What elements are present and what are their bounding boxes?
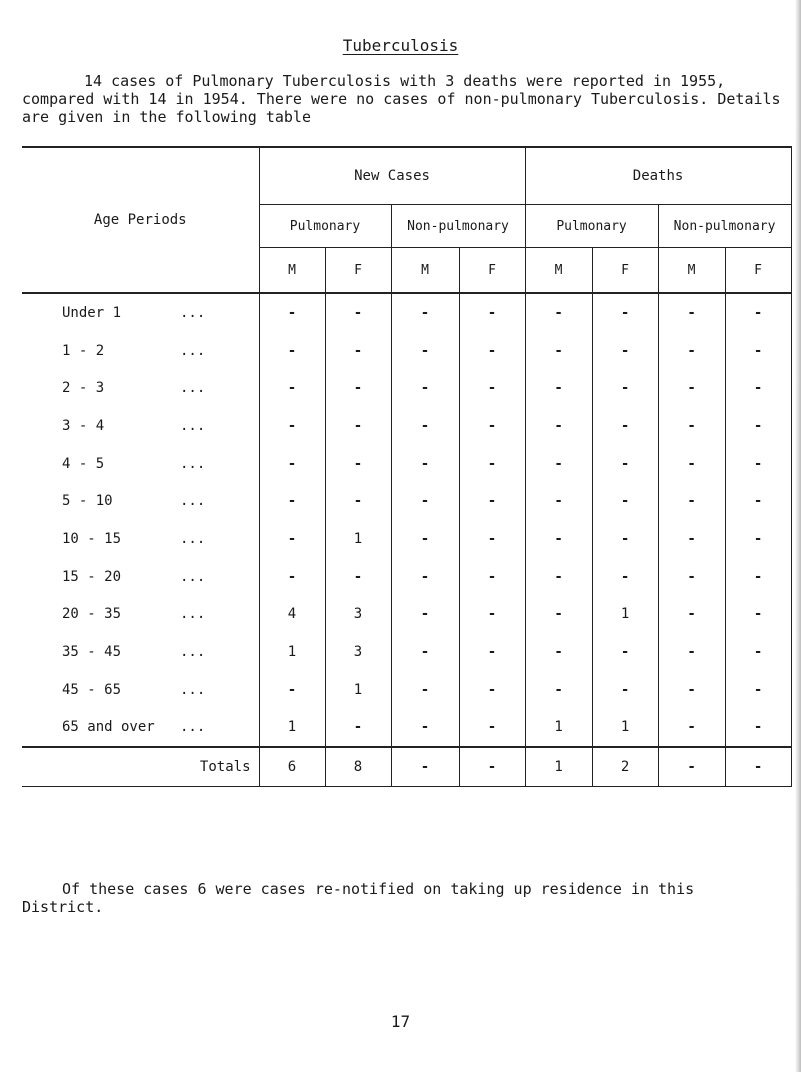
table-cell: - (259, 445, 325, 483)
table-cell: - (525, 482, 592, 520)
table-cell: 1 (592, 596, 658, 634)
deaths-pulmonary-header: Pulmonary (525, 205, 658, 248)
table-cell: - (259, 482, 325, 520)
age-period-cell (22, 445, 259, 483)
table-row (22, 482, 791, 520)
totals-cell: - (658, 747, 725, 787)
table-cell: 1 (259, 633, 325, 671)
table-cell: - (391, 558, 459, 596)
age-period-cell (22, 633, 259, 671)
table-cell: - (525, 633, 592, 671)
table-cell: - (325, 332, 391, 370)
table-cell: - (459, 596, 525, 634)
table-row (22, 520, 791, 558)
table-cell: - (592, 671, 658, 709)
table-cell: - (725, 445, 791, 483)
table-cell: - (259, 332, 325, 370)
table-row (22, 596, 791, 634)
age-period-label: 4 - 5 (62, 455, 105, 472)
age-period-label: 10 - 15 (62, 530, 122, 547)
leader-dots: ... (180, 681, 206, 698)
table-cell: - (259, 407, 325, 445)
table-cell: 1 (325, 520, 391, 558)
age-period-cell (22, 596, 259, 634)
new-cases-header: New Cases (259, 147, 525, 205)
table-cell: - (459, 445, 525, 483)
new-non-pulmonary-f-header: F (459, 248, 525, 294)
totals-cell: 2 (592, 747, 658, 787)
deaths-pulmonary-m-header: M (525, 248, 592, 294)
age-period-cell (22, 332, 259, 370)
tuberculosis-table (22, 146, 792, 787)
table-cell: - (459, 633, 525, 671)
totals-cell: - (725, 747, 791, 787)
table-cell: - (525, 596, 592, 634)
age-period-cell (22, 482, 259, 520)
age-period-cell (22, 520, 259, 558)
table-cell: - (658, 332, 725, 370)
leader-dots: ... (180, 644, 206, 661)
table-cell: - (725, 407, 791, 445)
table-cell: - (592, 558, 658, 596)
age-period-cell (22, 369, 259, 407)
table-cell: - (658, 633, 725, 671)
age-period-label: Under 1 (62, 304, 122, 321)
age-period-label: 1 - 2 (62, 342, 105, 359)
table-cell: - (391, 369, 459, 407)
table-cell: - (459, 558, 525, 596)
table-cell: - (525, 407, 592, 445)
table-cell: - (725, 293, 791, 332)
table-cell: 3 (325, 596, 391, 634)
table-cell: - (459, 671, 525, 709)
leader-dots: ... (180, 719, 206, 736)
header-row-1 (22, 147, 791, 205)
table-cell: - (658, 482, 725, 520)
table-cell: - (391, 709, 459, 748)
table-cell: - (725, 596, 791, 634)
table-cell: - (525, 520, 592, 558)
table-cell: - (592, 445, 658, 483)
intro-text: 14 cases of Pulmonary Tuberculosis with 3 deaths were reported in 1955, compared with 14 in 1954. There were no cases of non-pulmonary Tuberculosis. Details are given in the following table (22, 72, 781, 126)
table-cell: - (525, 671, 592, 709)
totals-cell: 1 (525, 747, 592, 787)
totals-cell: - (459, 747, 525, 787)
age-period-cell (22, 558, 259, 596)
new-non-pulmonary-m-header: M (391, 248, 459, 294)
table-cell: - (391, 633, 459, 671)
totals-cell: 8 (325, 747, 391, 787)
deaths-non-pulmonary-m-header: M (658, 248, 725, 294)
table-cell: 1 (592, 709, 658, 748)
table-row (22, 671, 791, 709)
table-cell: - (725, 332, 791, 370)
totals-label: Totals (22, 747, 259, 787)
table-cell: - (725, 709, 791, 748)
totals-cell: 6 (259, 747, 325, 787)
table-cell: - (391, 671, 459, 709)
age-period-label: 45 - 65 (62, 681, 122, 698)
table-cell: - (725, 520, 791, 558)
leader-dots: ... (180, 304, 206, 321)
table-cell: - (525, 332, 592, 370)
leader-dots: ... (180, 530, 206, 547)
table-cell: - (592, 407, 658, 445)
deaths-pulmonary-f-header: F (592, 248, 658, 294)
table-row (22, 633, 791, 671)
table-cell: - (725, 558, 791, 596)
leader-dots: ... (180, 493, 206, 510)
age-periods-header: Age Periods (22, 147, 259, 293)
age-period-cell (22, 407, 259, 445)
leader-dots: ... (180, 380, 206, 397)
table-cell: 3 (325, 633, 391, 671)
table-cell: - (325, 369, 391, 407)
table-cell: - (658, 520, 725, 558)
table-cell: - (391, 520, 459, 558)
table-cell: - (525, 293, 592, 332)
table-cell: 1 (259, 709, 325, 748)
table-cell: 1 (325, 671, 391, 709)
table-cell: - (592, 332, 658, 370)
table-cell: - (259, 520, 325, 558)
leader-dots: ... (180, 606, 206, 623)
table-cell: - (725, 482, 791, 520)
table-cell: - (592, 520, 658, 558)
table-cell: - (325, 558, 391, 596)
table-cell: - (459, 520, 525, 558)
age-period-label: 15 - 20 (62, 568, 122, 585)
intro-paragraph (22, 72, 782, 126)
table-cell: 4 (259, 596, 325, 634)
totals-row (22, 747, 791, 787)
table-cell: - (325, 482, 391, 520)
table-cell: - (592, 369, 658, 407)
table-cell: - (259, 671, 325, 709)
table-cell: - (592, 482, 658, 520)
age-period-cell (22, 709, 259, 748)
table-row (22, 407, 791, 445)
leader-dots: ... (180, 417, 206, 434)
outro-paragraph (22, 880, 782, 916)
table-cell: - (725, 369, 791, 407)
table-cell: - (658, 709, 725, 748)
table-cell: - (391, 596, 459, 634)
age-period-cell (22, 671, 259, 709)
leader-dots: ... (180, 342, 206, 359)
table-cell: - (658, 671, 725, 709)
deaths-header: Deaths (525, 147, 791, 205)
new-cases-non-pulmonary-header: Non-pulmonary (391, 205, 525, 248)
table-cell: - (391, 293, 459, 332)
table-cell: - (658, 293, 725, 332)
table-cell: - (459, 407, 525, 445)
table-row (22, 445, 791, 483)
table-cell: - (325, 293, 391, 332)
table-cell: - (459, 369, 525, 407)
table-cell: - (725, 633, 791, 671)
table-cell: - (525, 445, 592, 483)
table-cell: - (725, 671, 791, 709)
age-period-label: 3 - 4 (62, 417, 105, 434)
new-pulmonary-m-header: M (259, 248, 325, 294)
table-cell: - (391, 445, 459, 483)
page-number: 17 (390, 1012, 411, 1031)
age-period-label: 65 and over (62, 719, 155, 736)
table-row (22, 709, 791, 748)
leader-dots: ... (180, 455, 206, 472)
table-row (22, 293, 791, 332)
table-cell: - (391, 482, 459, 520)
new-cases-pulmonary-header: Pulmonary (259, 205, 391, 248)
table-cell: - (658, 407, 725, 445)
table-cell: - (459, 709, 525, 748)
table-cell: - (325, 407, 391, 445)
totals-cell: - (391, 747, 459, 787)
table-cell: - (259, 558, 325, 596)
table-cell: - (525, 369, 592, 407)
table-cell: - (325, 709, 391, 748)
table-cell: - (459, 482, 525, 520)
leader-dots: ... (180, 568, 206, 585)
table-cell: - (658, 369, 725, 407)
table-cell: - (459, 332, 525, 370)
new-pulmonary-f-header: F (325, 248, 391, 294)
age-period-cell (22, 293, 259, 332)
table-cell: - (658, 596, 725, 634)
outro-text: Of these cases 6 were cases re-notified on taking up residence in this District. (22, 880, 695, 916)
age-period-label: 5 - 10 (62, 493, 113, 510)
table-cell: - (525, 558, 592, 596)
table-cell: - (459, 293, 525, 332)
table-cell: - (259, 293, 325, 332)
age-period-label: 20 - 35 (62, 606, 122, 623)
page-edge-shadow (795, 0, 801, 1072)
table-cell: - (658, 558, 725, 596)
table-cell: - (325, 445, 391, 483)
page-title: Tuberculosis (342, 36, 459, 55)
table-row (22, 332, 791, 370)
age-period-label: 2 - 3 (62, 380, 105, 397)
table-cell: - (592, 633, 658, 671)
table-cell: - (658, 445, 725, 483)
table-cell: - (259, 369, 325, 407)
table-cell: - (391, 332, 459, 370)
table-row (22, 369, 791, 407)
age-period-label: 35 - 45 (62, 644, 122, 661)
deaths-non-pulmonary-header: Non-pulmonary (658, 205, 791, 248)
deaths-non-pulmonary-f-header: F (725, 248, 791, 294)
table-cell: - (391, 407, 459, 445)
table-cell: - (592, 293, 658, 332)
table-cell: 1 (525, 709, 592, 748)
table-row (22, 558, 791, 596)
